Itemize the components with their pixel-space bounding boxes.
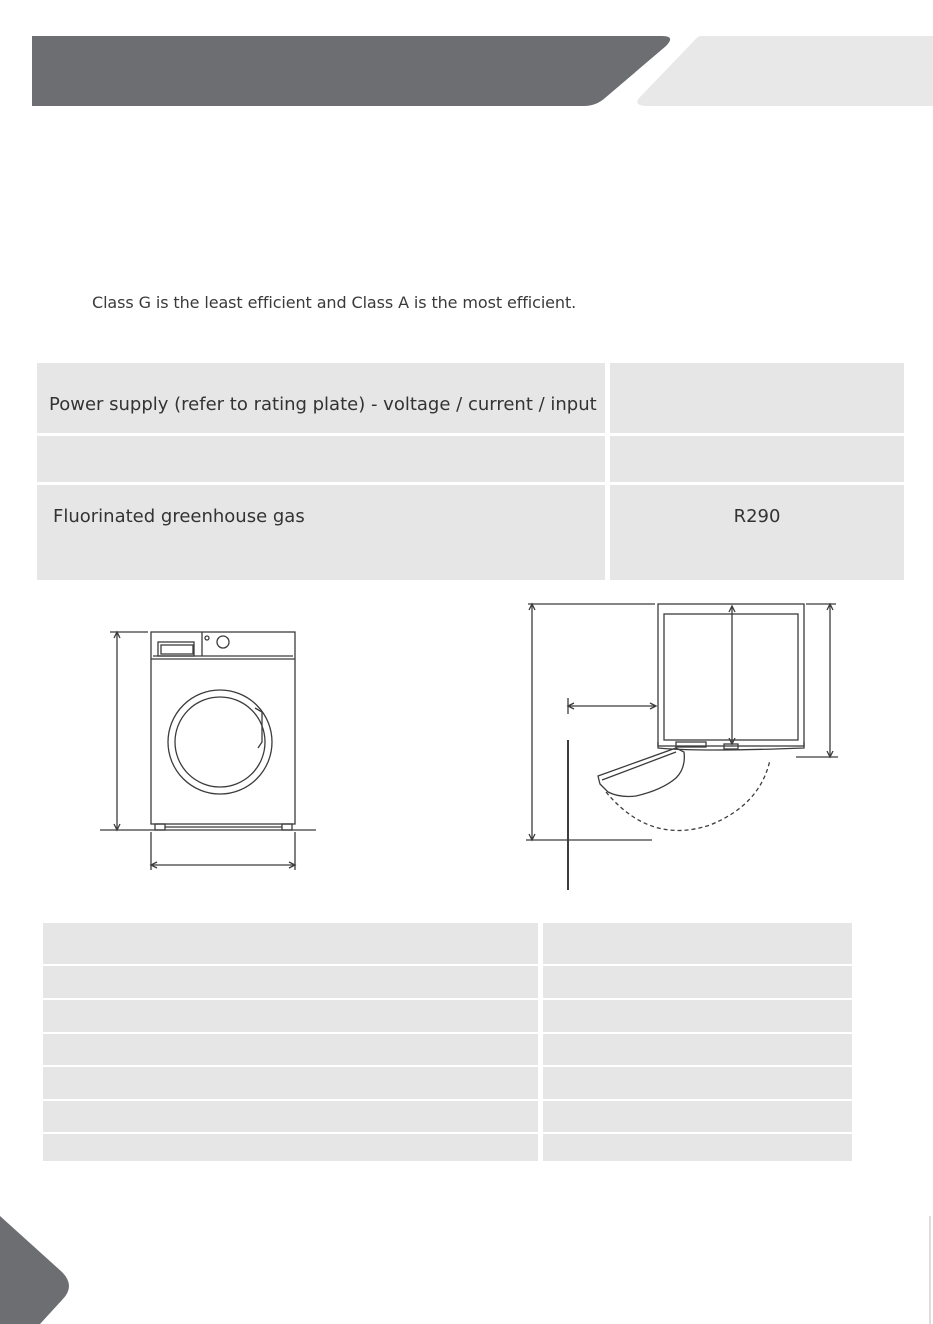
header-title-band xyxy=(32,36,670,106)
footer-page-tab xyxy=(0,1216,69,1324)
spec-row-label: Fluorinated greenhouse gas xyxy=(53,506,305,527)
spec-row-1-value-cell xyxy=(610,363,904,433)
spec-row-value: R290 xyxy=(733,506,781,527)
dim-table-label-column xyxy=(43,923,538,1161)
dryer-top-view-door-swing-drawing xyxy=(526,604,838,890)
footer-corner xyxy=(0,1200,933,1324)
spec-row-2-value-cell xyxy=(610,436,904,482)
dim-table-divider xyxy=(43,964,852,966)
spec-row-2-label-cell xyxy=(37,436,605,482)
dimensions-table xyxy=(43,923,852,1161)
efficiency-class-note: Class G is the least efficient and Class A is the most efficient. xyxy=(92,293,577,312)
dimension-drawings xyxy=(0,590,933,900)
dim-table-divider xyxy=(43,1065,852,1067)
spec-row-label: Power supply (refer to rating plate) - voltage / current / input xyxy=(49,394,597,415)
dim-table-divider xyxy=(43,998,852,1000)
dim-table-divider xyxy=(43,1132,852,1134)
header-banner xyxy=(0,0,933,120)
dim-table-divider xyxy=(43,1032,852,1034)
spec-row-3-label-cell xyxy=(37,485,605,580)
dim-table-divider xyxy=(43,1099,852,1101)
dim-table-value-column xyxy=(543,923,852,1161)
specification-table xyxy=(37,363,904,580)
spec-row-3-value-cell xyxy=(610,485,904,580)
header-side-tab xyxy=(637,36,933,106)
dryer-front-view-drawing xyxy=(100,632,316,870)
